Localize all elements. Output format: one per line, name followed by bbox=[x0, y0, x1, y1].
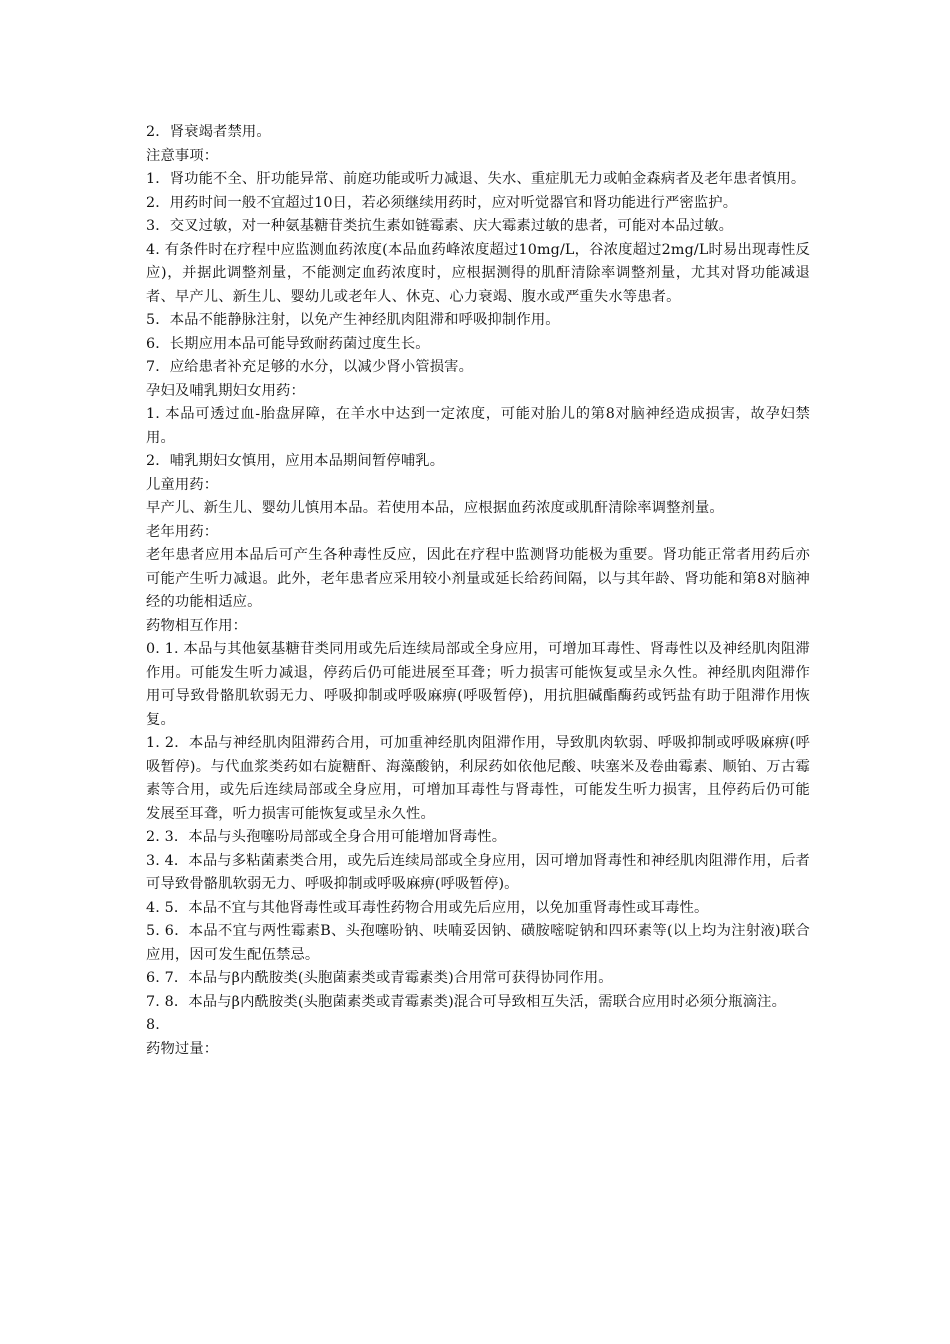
paragraph-geriatric: 老年患者应用本品后可产生各种毒性反应，因此在疗程中监测肾功能极为重要。肾功能正常者用药后亦可能产生听力减退。此外，老年患者应采用较小剂量或延长给药间隔，以与其年龄、肾功能和第8对脑神经的功能相适应。 bbox=[146, 547, 810, 610]
section-heading-overdose: 药物过量： bbox=[146, 1040, 219, 1057]
paragraph-precaution-6: 6．长期应用本品可能导致耐药菌过度生长。 bbox=[146, 335, 430, 352]
document-body bbox=[146, 121, 810, 1061]
paragraph-interaction-8: 7. 8．本品与β内酰胺类(头胞菌素类或青霉素类)混合可导致相互失活，需联合应用时必须分瓶滴注。 bbox=[146, 993, 787, 1010]
paragraph-interaction-3: 2. 3．本品与头孢噻吩局部或全身合用可能增加肾毒性。 bbox=[146, 829, 507, 845]
paragraph-precaution-3: 3．交叉过敏，对一种氨基糖苷类抗生素如链霉素、庆大霉素过敏的患者，可能对本品过敏。 bbox=[146, 218, 734, 234]
paragraph-interaction-5: 4. 5．本品不宜与其他肾毒性或耳毒性药物合用或先后应用，以免加重肾毒性或耳毒性。 bbox=[146, 899, 709, 916]
paragraph-interaction-9: 8. bbox=[146, 1017, 160, 1033]
section-heading-pediatric: 儿童用药： bbox=[146, 476, 219, 493]
paragraph-precaution-5: 5．本品不能静脉注射，以免产生神经肌肉阻滞和呼吸抑制作用。 bbox=[146, 312, 560, 328]
paragraph-precaution-4: 4. 有条件时在疗程中应监测血药浓度(本品血药峰浓度超过10mg/L，谷浓度超过2mg/L时易出现毒性反应)，并据此调整剂量，不能测定血药浓度时，应根据测得的肌酐清除率调整剂量，尤其对肾功能减退者、早产儿、新生儿、婴幼儿或老年人、休克、心力衰竭、腹水或严重失水等患者。 bbox=[146, 241, 810, 305]
paragraph-interaction-6: 5. 6．本品不宜与两性霉素B、头孢噻吩钠、呋喃妥因钠、磺胺嘧啶钠和四环素等(以上均为注射液)联合应用，因可发生配伍禁忌。 bbox=[146, 923, 810, 963]
section-heading-geriatric: 老年用药： bbox=[146, 523, 219, 540]
paragraph-precaution-7: 7．应给患者补充足够的水分，以减少肾小管损害。 bbox=[146, 359, 474, 375]
section-heading-precautions: 注意事项： bbox=[146, 147, 219, 164]
paragraph-precaution-1: 1．肾功能不全、肝功能异常、前庭功能或听力减退、失水、重症肌无力或帕金森病者及老年患者慎用。 bbox=[146, 171, 806, 187]
paragraph-interaction-2: 1. 2．本品与神经肌肉阻滞药合用，可加重神经肌肉阻滞作用，导致肌肉软弱、呼吸抑制或呼吸麻痹(呼吸暂停)。与代血浆类药如右旋糖酐、海藻酸钠，利尿药如依他尼酸、呋塞米及卷曲霉素、顺铂、万古霉素等合用，或先后连续局部或全身应用，可增加耳毒性与肾毒性，可能发生听力损害，且停药后仍可能发展至耳聋，听力损害可能恢复或呈永久性。 bbox=[146, 735, 810, 822]
paragraph-interaction-4: 3. 4．本品与多粘菌素类合用，或先后连续局部或全身应用，因可增加肾毒性和神经肌肉阻滞作用，后者可导致骨骼肌软弱无力、呼吸抑制或呼吸麻痹(呼吸暂停)。 bbox=[146, 852, 810, 892]
section-heading-interactions: 药物相互作用： bbox=[146, 617, 248, 634]
section-heading-pregnancy: 孕妇及哺乳期妇女用药： bbox=[146, 382, 305, 399]
paragraph-precaution-2: 2．用药时间一般不宜超过10日，若必须继续用药时，应对听觉器官和肾功能进行严密监护。 bbox=[146, 194, 738, 211]
paragraph-pediatric: 早产儿、新生儿、婴幼儿慎用本品。若使用本品，应根据血药浓度或肌酐清除率调整剂量。 bbox=[146, 500, 724, 516]
paragraph-pregnancy-1: 1. 本品可透过血-胎盘屏障，在羊水中达到一定浓度，可能对胎儿的第8对脑神经造成损害，故孕妇禁用。 bbox=[146, 406, 810, 446]
paragraph-pregnancy-2: 2．哺乳期妇女慎用，应用本品期间暂停哺乳。 bbox=[146, 453, 445, 469]
paragraph-renal-failure-contraindication: 2．肾衰竭者禁用。 bbox=[146, 124, 271, 140]
paragraph-interaction-1: 0. 1. 本品与其他氨基糖苷类同用或先后连续局部或全身应用，可增加耳毒性、肾毒性以及神经肌肉阻滞作用。可能发生听力减退，停药后仍可能进展至耳聋；听力损害可能恢复或呈永久性。神经肌肉阻滞作用可导致骨骼肌软弱无力、呼吸抑制或呼吸麻痹(呼吸暂停)，用抗胆碱酯酶药或钙盐有助于阻滞作用恢复。 bbox=[146, 641, 810, 728]
paragraph-interaction-7: 6. 7．本品与β内酰胺类(头胞菌素类或青霉素类)合用常可获得协同作用。 bbox=[146, 970, 613, 986]
